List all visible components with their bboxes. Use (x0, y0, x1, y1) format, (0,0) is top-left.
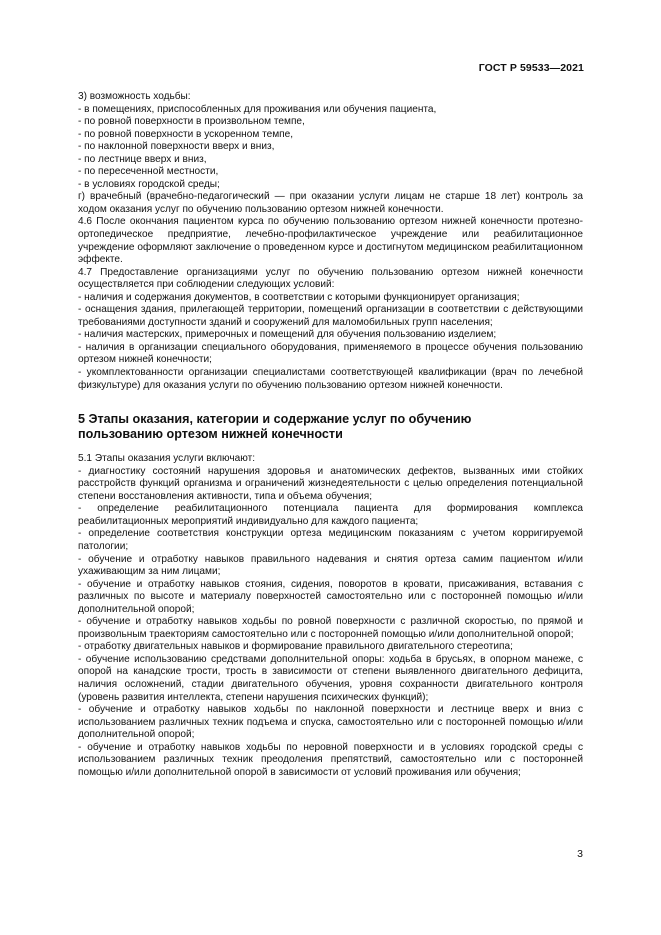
page-content (78, 91, 583, 779)
intro-line: - по лестнице вверх и вниз, (78, 153, 207, 165)
intro-line: - в помещениях, приспособленных для проживания или обучения пациента, (78, 103, 437, 115)
intro-line: - по пересеченной местности, (78, 166, 219, 178)
condition-item: - укомплектованности организации специалистами соответствующей квалификации (врач по лечебной физкультуре) для оказания услуги по обучению пользованию ортезом нижней конечности. (78, 367, 583, 391)
stage-item: - обучение и отработку навыков ходьбы по ровной поверхности с различной скоростью, по прямой и произвольным траекториям самостоятельно или с посторонней помощью и/или дополнительной опорой; (78, 616, 583, 640)
stage-item: - определение реабилитационного потенциала пациента для формирования комплекса реабилитационных мероприятий индивидуально для каждого пациента; (78, 503, 583, 527)
stage-item: - определение соответствия конструкции ортеза медицинским показаниям с учетом корригируемой патологии; (78, 528, 583, 552)
page-number: 3 (577, 848, 583, 860)
stage-item: - обучение использованию средствами дополнительной опоры: ходьба в брусьях, в опорном манеже, с опорой на канадские трости, трость в зависимости от степени выявленного двигательного дефицита, наличия осложнений, стадии двигательного обучения, уровня сохранности двигательного контроля (уровень развития интеллекта, степени нарушения психических функций); (78, 653, 583, 703)
intro-line: - по ровной поверхности в ускоренном темпе, (78, 128, 294, 140)
stage-item: - обучение и отработку навыков ходьбы по наклонной поверхности и лестнице вверх и вниз с использованием различных техник подъема и спуска, самостоятельно или с посторонней помощью и/или дополнительной опорой; (78, 704, 583, 741)
stage-item: - обучение и отработку навыков стояния, сидения, поворотов в кровати, присаживания, вставания с различных по высоте и материалу поверхностей самостоятельно или с посторонней помощью и/или дополнительной опорой; (78, 578, 583, 615)
paragraph-4-6: 4.6 После окончания пациентом курса по обучению пользованию ортезом нижней конечности протезно-ортопедическое предприятие, лечебно-профилактическое учреждение или реабилитационное учреждение оформляют заключение о проведенном курсе и достигнутом медицинском реабилитационном эффекте. (78, 216, 583, 266)
condition-item: - наличия в организации специального оборудования, применяемого в процессе обучения пользованию ортезом нижней конечности; (78, 341, 583, 366)
section-5-heading (78, 412, 583, 442)
condition-item: - наличия и содержания документов, в соответствии с которыми функционирует организация; (78, 291, 520, 303)
section-5-heading-line2: пользованию ортезом нижней конечности (78, 427, 343, 442)
stage-item: - диагностику состояний нарушения здоровья и анатомических дефектов, вызванных ими стойких расстройств функций организма и ограничений жизнедеятельности с целью определения потенциальной степени восстановления активности, типа и объема обучения; (78, 465, 583, 502)
stage-item: - обучение и отработку навыков правильного надевания и снятия ортеза самим пациентом и/или ухаживающим за ним лицами; (78, 553, 583, 578)
paragraph-5-1: 5.1 Этапы оказания услуги включают: (78, 453, 256, 465)
standard-header: ГОСТ Р 59533—2021 (478, 62, 584, 74)
stage-item: - обучение и отработку навыков ходьбы по неровной поверхности и в условиях городской среды с использованием различных техник преодоления препятствий, самостоятельно или с посторонней помощью и/или дополнительной опорой в зависимости от условий проживания или обучения; (78, 741, 583, 778)
intro-line: 3) возможность ходьбы: (78, 91, 191, 102)
condition-item: - оснащения здания, прилегающей территории, помещений организации в соответствии с действующими требованиями доступности зданий и сооружений для маломобильных групп населения; (78, 304, 583, 328)
paragraph-4-7: 4.7 Предоставление организациями услуг по обучению пользованию ортезом нижней конечности осуществляется при соблюдении следующих условий: (78, 266, 583, 291)
intro-line: - по наклонной поверхности вверх и вниз, (78, 141, 275, 153)
condition-item: - наличия мастерских, примерочных и помещений для обучения пользованию изделием; (78, 329, 497, 341)
intro-line: - по ровной поверхности в произвольном темпе, (78, 116, 305, 128)
intro-line: - в условиях городской среды; (78, 178, 220, 190)
section-5-heading-line1: 5 Этапы оказания, категории и содержание услуг по обучению (78, 412, 472, 427)
stage-item: - отработку двигательных навыков и формирование правильного двигательного стереотипа; (78, 641, 513, 653)
paragraph-g: г) врачебный (врачебно-педагогический — при оказании услуги лицам не старше 18 лет) контроль за ходом оказания услуг по обучению пользованию ортезом нижней конечности. (78, 191, 583, 215)
